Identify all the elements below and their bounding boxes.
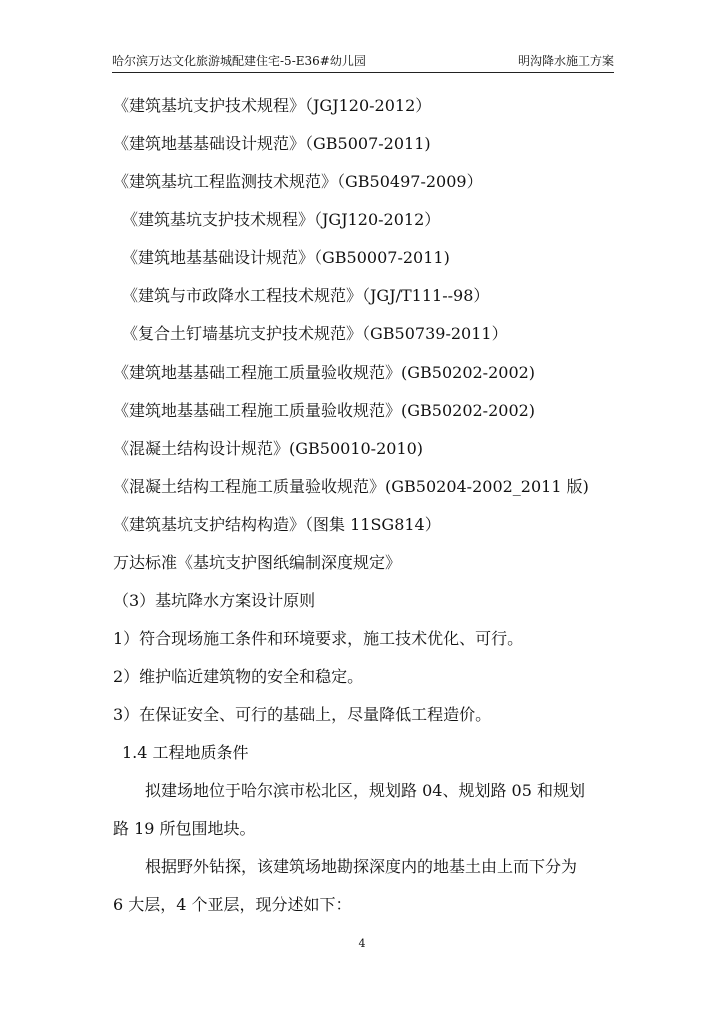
section-heading: （3）基坑降水方案设计原则 — [113, 591, 316, 610]
text-line: 《建筑基坑支护结构构造》（图集 11SG814） — [113, 515, 441, 534]
text-line: 《建筑地基基础设计规范》（GB5007-2011) — [113, 134, 431, 153]
header-project-title: 哈尔滨万达文化旅游城配建住宅-5-E36#幼儿园 — [112, 54, 366, 68]
text-line: 《混凝土结构工程施工质量验收规范》(GB50204-2002_2011 版) — [113, 477, 589, 496]
text-line: 《建筑基坑支护技术规程》（JGJ120-2012） — [122, 210, 441, 229]
page-number: 4 — [358, 937, 366, 950]
text-line: 1）符合现场施工条件和环境要求，施工技术优化、可行。 — [113, 629, 524, 648]
text-line: 《建筑地基基础工程施工质量验收规范》(GB50202-2002) — [113, 401, 536, 420]
text-line: 《混凝土结构设计规范》(GB50010-2010) — [113, 439, 424, 458]
section-heading: 1.4 工程地质条件 — [122, 743, 249, 762]
header-divider — [112, 72, 614, 73]
text-line: 《建筑基坑支护技术规程》（JGJ120-2012） — [113, 96, 432, 115]
header-section-title: 明沟降水施工方案 — [517, 54, 614, 68]
text-line: 《建筑基坑工程监测技术规范》（GB50497-2009） — [113, 172, 483, 191]
page-header — [112, 50, 614, 72]
paragraph-line: 6 大层，4 个亚层，现分述如下： — [113, 895, 352, 914]
text-line: 《建筑与市政降水工程技术规范》（JGJ/T111--98） — [122, 286, 490, 305]
paragraph-line: 根据野外钻探，该建筑场地勘探深度内的地基土由上而下分为 — [145, 857, 578, 876]
text-line: 《建筑地基基础工程施工质量验收规范》(GB50202-2002) — [113, 363, 536, 382]
text-line: 2）维护临近建筑物的安全和稳定。 — [113, 667, 364, 686]
text-line: 《复合土钉墙基坑支护技术规范》（GB50739-2011） — [122, 324, 508, 343]
paragraph-line: 路 19 所包围地块。 — [113, 819, 256, 838]
paragraph-line: 拟建场地位于哈尔滨市松北区，规划路 04、规划路 05 和规划 — [145, 781, 585, 800]
text-line: 3）在保证安全、可行的基础上，尽量降低工程造价。 — [113, 705, 492, 724]
text-line: 万达标准《基坑支护图纸编制深度规定》 — [113, 553, 402, 572]
text-line: 《建筑地基基础设计规范》（GB50007-2011) — [122, 248, 450, 267]
